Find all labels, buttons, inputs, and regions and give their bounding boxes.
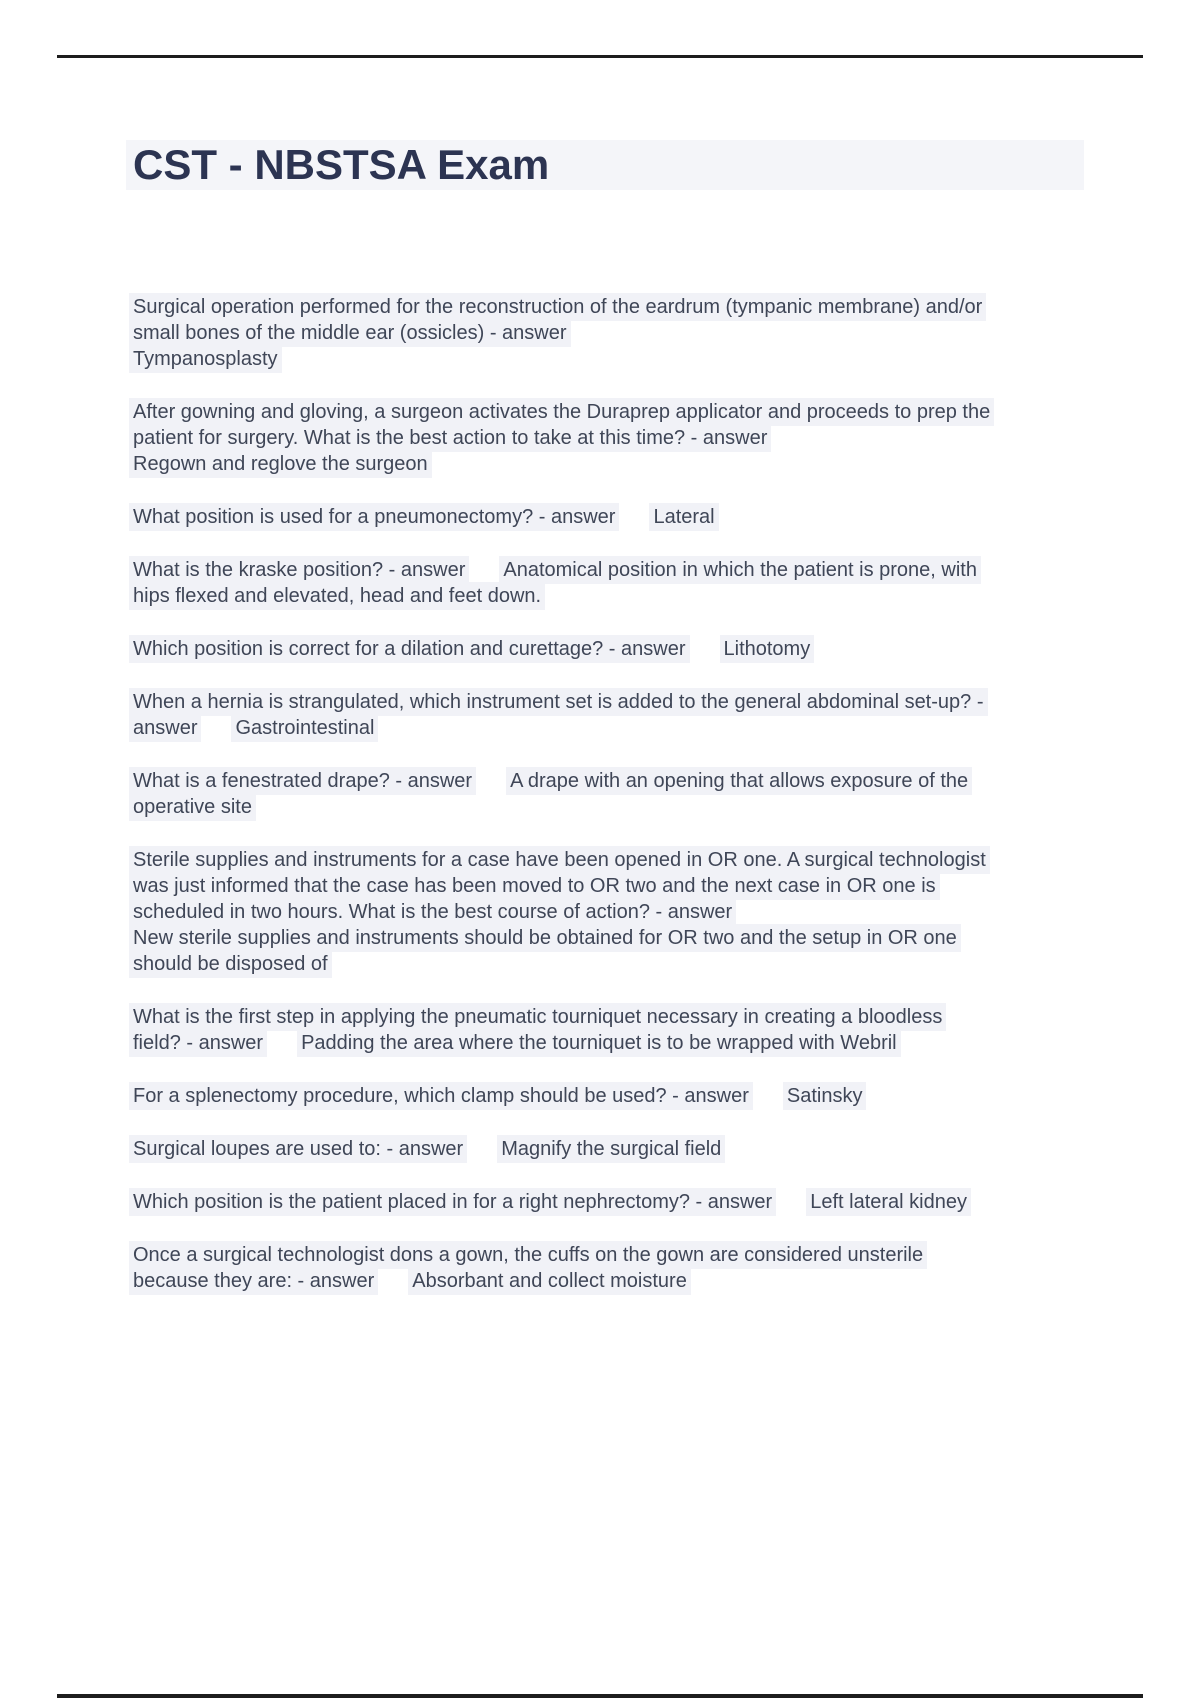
answer-gap <box>374 1286 412 1287</box>
qa-item <box>133 1083 993 1109</box>
answer-text: A drape with an opening that allows exposure of the operative site <box>129 767 972 821</box>
qa-item <box>133 294 993 372</box>
answer-text: Magnify the surgical field <box>497 1135 725 1163</box>
answer-gap <box>615 522 653 523</box>
qa-item <box>133 1004 993 1056</box>
answer-text: Lithotomy <box>720 635 815 663</box>
question-text: What position is used for a pneumonectomy? - answer <box>129 503 619 531</box>
answer-gap <box>749 1101 787 1102</box>
qa-item <box>133 1242 993 1294</box>
question-text: After gowning and gloving, a surgeon activates the Duraprep applicator and proceeds to prep the patient for surgery. What is the best action to take at this time? - answer <box>129 398 994 452</box>
qa-item <box>133 1136 993 1162</box>
qa-item <box>133 847 993 977</box>
question-text: When a hernia is strangulated, which instrument set is added to the general abdominal set-up? - answer <box>129 688 988 742</box>
qa-item <box>133 1189 993 1215</box>
qa-item <box>133 504 993 530</box>
answer-text: Regown and reglove the surgeon <box>129 450 432 478</box>
answer-gap <box>686 654 724 655</box>
question-text: What is the first step in applying the pneumatic tourniquet necessary in creating a bloodless field? - answer <box>129 1003 946 1057</box>
answer-text: Lateral <box>649 503 718 531</box>
answer-gap <box>197 733 235 734</box>
page-title: CST - NBSTSA Exam <box>133 141 550 188</box>
answer-text: Absorbant and collect moisture <box>408 1267 691 1295</box>
question-text: Surgical loupes are used to: - answer <box>129 1135 467 1163</box>
question-text: Sterile supplies and instruments for a case have been opened in OR one. A surgical technologist was just informed that the case has been moved to OR two and the next case in OR one is scheduled in two hours. What is the best course of action? - answer <box>129 846 990 926</box>
question-text: What is a fenestrated drape? - answer <box>129 767 476 795</box>
title-highlight-band <box>126 140 1084 190</box>
bottom-rule <box>57 1694 1143 1698</box>
answer-gap <box>472 786 510 787</box>
qa-item <box>133 636 993 662</box>
answer-text: Left lateral kidney <box>806 1188 971 1216</box>
answer-text: Padding the area where the tourniquet is to be wrapped with Webril <box>297 1029 901 1057</box>
question-text: Surgical operation performed for the reconstruction of the eardrum (tympanic membrane) and/or small bones of the middle ear (ossicles) - answer <box>129 293 986 347</box>
qa-item <box>133 768 993 820</box>
question-text: For a splenectomy procedure, which clamp should be used? - answer <box>129 1082 753 1110</box>
answer-gap <box>465 575 503 576</box>
qa-item <box>133 399 993 477</box>
qa-list <box>133 294 993 1321</box>
question-text: Which position is the patient placed in for a right nephrectomy? - answer <box>129 1188 776 1216</box>
answer-text: Gastrointestinal <box>231 714 378 742</box>
answer-gap <box>463 1154 501 1155</box>
answer-gap <box>772 1207 810 1208</box>
question-text: What is the kraske position? - answer <box>129 556 469 584</box>
answer-text: Satinsky <box>783 1082 867 1110</box>
question-text: Which position is correct for a dilation and curettage? - answer <box>129 635 690 663</box>
answer-gap <box>263 1048 301 1049</box>
qa-item <box>133 689 993 741</box>
answer-text: Tympanosplasty <box>129 345 282 373</box>
answer-text: Anatomical position in which the patient is prone, with hips flexed and elevated, head and feet down. <box>129 556 981 610</box>
answer-text: New sterile supplies and instruments should be obtained for OR two and the setup in OR one should be disposed of <box>129 924 961 978</box>
qa-item <box>133 557 993 609</box>
question-text: Once a surgical technologist dons a gown, the cuffs on the gown are considered unsterile because they are: - answer <box>129 1241 927 1295</box>
top-rule <box>57 55 1143 58</box>
